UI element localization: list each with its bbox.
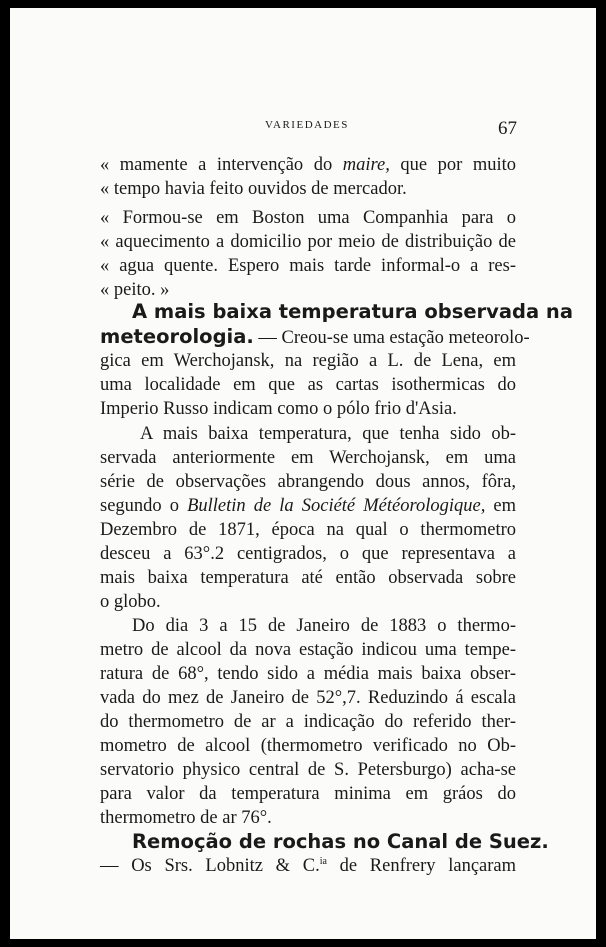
- section-heading: Remoção de rochas no Canal de Suez.: [132, 830, 549, 853]
- text-line: uma localidade em que as cartas isothermicas do: [100, 375, 516, 395]
- superscript: ia: [319, 856, 327, 867]
- text-line: Do dia 3 a 15 de Janeiro de 1883 o thermo-: [132, 616, 516, 636]
- text-line: o globo.: [100, 592, 161, 612]
- text-line: para valor da temperatura minima em gráos do: [100, 784, 516, 804]
- text-line: vada do mez de Janeiro de 52°,7. Reduzindo á escala: [100, 688, 516, 708]
- text-line: « aquecimento a domicilio por meio de distribuição de: [100, 232, 516, 252]
- page-number: 67: [498, 118, 517, 139]
- text-line: « mamente a intervenção do maire, que por muito: [100, 155, 517, 175]
- text-line: « peito. »: [100, 280, 170, 300]
- text-line: ratura de 68°, tendo sido a média mais baixa obser-: [100, 664, 516, 684]
- section-heading: A mais baixa temperatura observada na: [132, 300, 573, 323]
- text-line: « tempo havia feito ouvidos de mercador.: [100, 179, 407, 199]
- italic-term: maire,: [342, 155, 390, 175]
- section-heading-continued: meteorologia.: [100, 325, 254, 348]
- text-line: metro de alcool da nova estação indicou uma tempe-: [100, 640, 516, 660]
- text-line: « agua quente. Espero mais tarde informal-o a res-: [100, 256, 516, 276]
- text-line: série de observações abrangendo dous annos, fôra,: [100, 472, 516, 492]
- text-line: gica em Werchojansk, na região a L. de Lena, em: [100, 351, 516, 371]
- book-page: [10, 8, 596, 939]
- running-head: VARIEDADES: [265, 119, 349, 131]
- text-line: A mais baixa temperatura, que tenha sido ob-: [140, 424, 516, 444]
- italic-title: Bulletin de la Société Météorologique,: [187, 496, 486, 516]
- text-line: mometro de alcool (thermometro verificado no Ob-: [100, 736, 516, 756]
- text-line: thermometro de ar 76°.: [100, 808, 272, 828]
- text-line: mais baixa temperatura até então observada sobre: [100, 568, 516, 588]
- text-line: — Os Srs. Lobnitz & C.$^{ia}$ de Renfrery lançaram: [100, 856, 517, 876]
- text-line: Imperio Russo indicam como o pólo frio d'Asia.: [100, 399, 457, 419]
- text-line: servatorio physico central de S. Petersburgo) acha-se: [100, 760, 516, 780]
- text-line: meteorologia. — Creou-se uma estação meteorolo-: [100, 325, 530, 348]
- text-line: desceu a 63°.2 centigrados, o que representava a: [100, 544, 516, 564]
- text-line: servada anteriormente em Werchojansk, em uma: [100, 448, 516, 468]
- text-line: « Formou-se em Boston uma Companhia para o: [100, 208, 516, 228]
- text-line: do thermometro de ar a indicação do referido ther-: [100, 712, 516, 732]
- text-line: Dezembro de 1871, época na qual o thermometro: [100, 520, 516, 540]
- text-line: segundo o Bulletin de la Société Météorologique, em: [100, 496, 517, 516]
